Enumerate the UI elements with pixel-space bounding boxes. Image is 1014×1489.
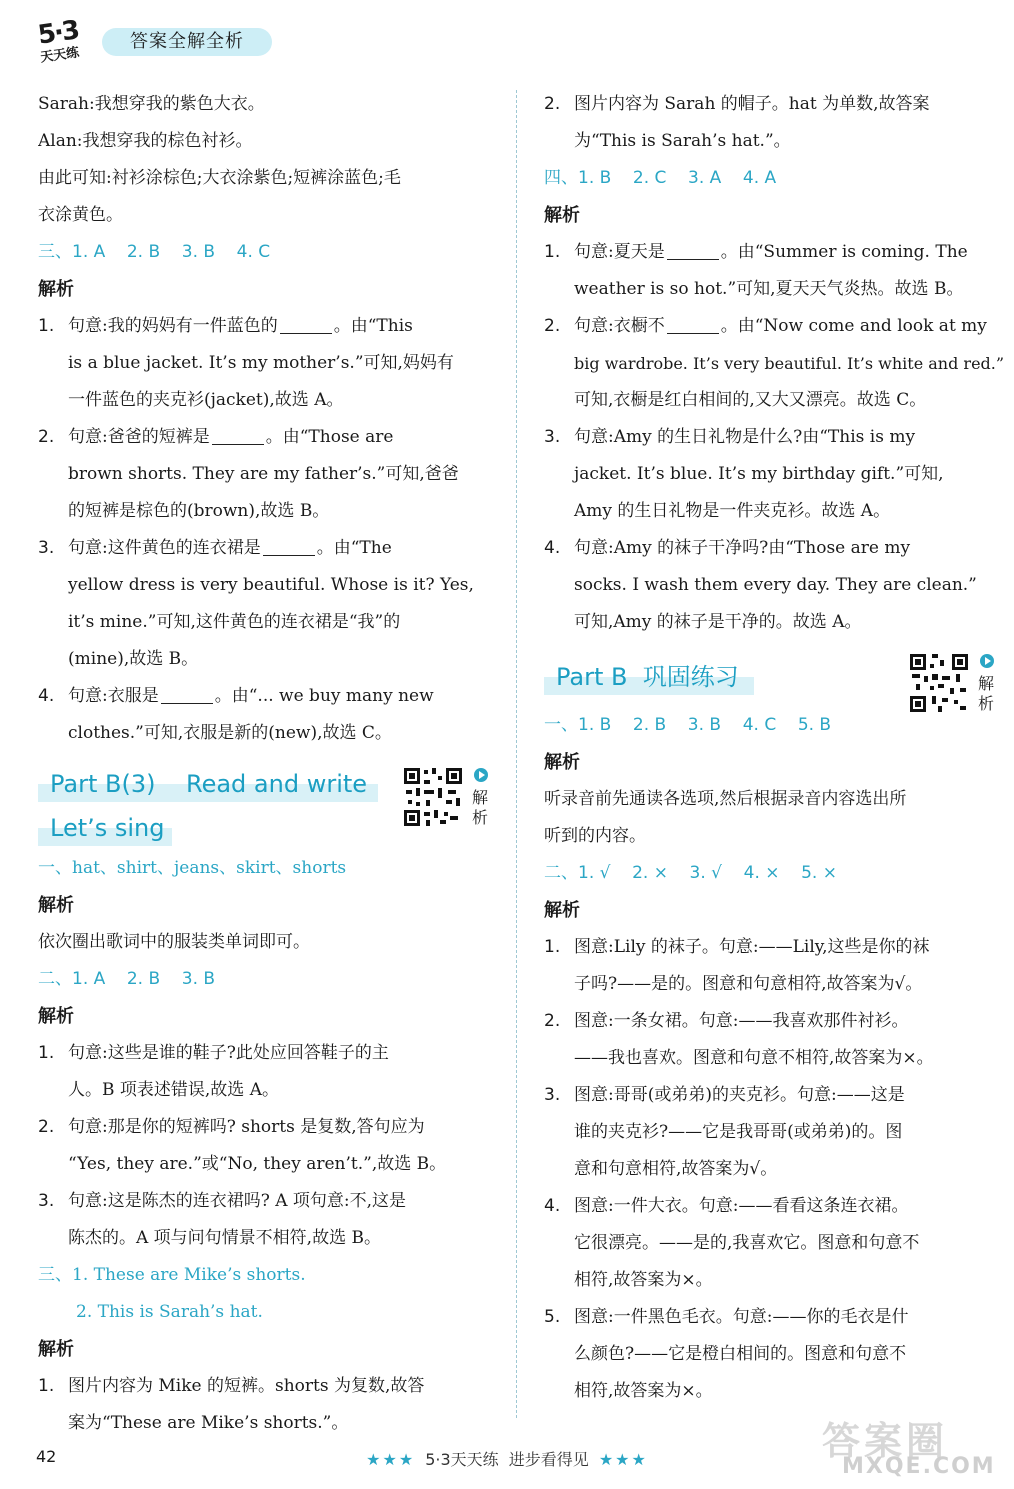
item-text: 图片内容为 Sarah 的帽子。hat 为单数,故答案 <box>574 94 930 114</box>
item-text: 句意:夏天是 <box>574 242 665 262</box>
item-number: 2. <box>544 94 561 114</box>
text-line: 人。B 项表述错误,故选 A。 <box>68 1080 279 1100</box>
blank-line <box>280 315 332 334</box>
item-text: 。由“Summer is coming. The <box>720 242 968 262</box>
answer: 2. This is Sarah’s hat. <box>76 1302 263 1322</box>
explanation-item <box>544 530 1004 567</box>
right-column <box>544 86 1004 1410</box>
answers: 1. B 2. C 3. A 4. A <box>578 168 777 188</box>
text-line: 依次圈出歌词中的服装类单词即可。 <box>38 932 310 952</box>
answer: 1. These are Mike’s shorts. <box>72 1265 306 1285</box>
item-text: 。由“... we buy many new <box>214 686 434 706</box>
item-text: 图片内容为 Mike 的短裤。shorts 为复数,故答 <box>68 1376 425 1396</box>
explanation-item <box>544 1299 1004 1336</box>
jiexi-heading: 解析 <box>38 1006 74 1027</box>
stars-decoration: ★★★ <box>366 1450 416 1469</box>
section-label: 四、 <box>544 168 578 188</box>
item-text: 句意:Amy 的生日礼物是什么?由“This is my <box>574 427 916 447</box>
answer-line-1 <box>38 850 498 887</box>
explanation-item <box>544 1188 1004 1225</box>
answers: 1. A 2. B 3. B <box>72 969 216 989</box>
item-text: 图意:一件大衣。句意:——看看这条连衣裙。 <box>574 1196 909 1216</box>
jiexi-heading: 解析 <box>544 900 580 921</box>
jiexi-heading: 解析 <box>544 752 580 773</box>
watermark <box>812 1410 1002 1486</box>
text-line: 它很漂亮。——是的,我喜欢它。图意和句意不 <box>574 1233 920 1253</box>
stars-decoration: ★★★ <box>598 1450 648 1469</box>
answers: 1. A 2. B 3. B 4. C <box>72 242 271 262</box>
brand-logo <box>30 14 100 68</box>
text-line: brown shorts. They are my father’s.”可知,爸爸 <box>68 464 459 484</box>
text-line: (mine),故选 B。 <box>68 649 199 669</box>
item-text: 句意:这些是谁的鞋子?此处应回答鞋子的主 <box>68 1043 389 1063</box>
item-number: 1. <box>544 937 561 957</box>
item-number: 3. <box>544 427 561 447</box>
explanation-item <box>38 1368 498 1405</box>
item-text: 句意:这是陈杰的连衣裙吗? A 项句意:不,这是 <box>68 1191 407 1211</box>
text-line: socks. I wash them every day. They are clean.” <box>574 575 977 595</box>
blank-line <box>212 426 264 445</box>
section-label: 二、 <box>38 969 72 989</box>
text-line: 谁的夹克衫?——它是我哥哥(或弟弟)的。图 <box>574 1122 903 1142</box>
item-number: 1. <box>38 1376 55 1396</box>
qr-code-graphic <box>402 766 464 828</box>
qr-code-icon[interactable] <box>908 652 970 714</box>
item-text: 图意:一件黑色毛衣。句意:——你的毛衣是什 <box>574 1307 909 1327</box>
item-number: 3. <box>544 1085 561 1105</box>
item-text: 图意:Lily 的袜子。句意:——Lily,这些是你的袜 <box>574 937 930 957</box>
part-title-text: Part B(3) Read and write <box>50 770 368 798</box>
text-line: 衣涂黄色。 <box>38 205 123 225</box>
jiexi-heading: 解析 <box>38 279 74 300</box>
explanation-item <box>38 308 498 345</box>
blank-line <box>667 315 719 334</box>
left-column <box>38 86 498 1442</box>
text-line: weather is so hot.”可知,夏天天气炎热。故选 B。 <box>574 279 964 299</box>
text-line: “Yes, they are.”或“No, they aren’t.”,故选 B。 <box>68 1154 447 1174</box>
item-text: 句意:Amy 的袜子干净吗?由“Those are my <box>574 538 911 558</box>
answer-line-3b <box>38 1257 498 1294</box>
page-header <box>30 14 330 74</box>
explanation-item <box>544 419 1004 456</box>
text-line: 子吗?——是的。图意和句意相符,故答案为√。 <box>574 974 923 994</box>
answer-line-2 <box>38 961 498 998</box>
answers: 1. B 2. B 3. B 4. C 5. B <box>578 715 832 735</box>
explanation-item <box>544 234 1004 271</box>
logo-subtitle: 天天练 <box>39 45 81 66</box>
explanation-item <box>38 419 498 456</box>
item-text: 句意:这件黄色的连衣裙是 <box>68 538 261 558</box>
text-line: ——我也喜欢。图意和句意不相符,故答案为×。 <box>574 1048 934 1068</box>
text-line: Amy 的生日礼物是一件夹克衫。故选 A。 <box>574 501 891 521</box>
jiexi-heading: 解析 <box>38 1339 74 1360</box>
item-text: 。由“This <box>333 316 413 336</box>
text-line: 由此可知:衬衫涂棕色;大衣涂紫色;短裤涂蓝色;毛 <box>38 168 401 188</box>
text-line: 么颜色?——它是橙白相间的。图意和句意不 <box>574 1344 907 1364</box>
item-text: 句意:衣橱不 <box>574 316 665 336</box>
column-divider <box>516 90 517 1418</box>
item-number: 1. <box>544 242 561 262</box>
item-number: 3. <box>38 1191 55 1211</box>
explanation-item <box>38 1183 498 1220</box>
item-number: 4. <box>38 686 55 706</box>
explanation-item <box>544 1077 1004 1114</box>
text-line: it’s mine.”可知,这件黄色的连衣裙是“我”的 <box>68 612 401 632</box>
text-line: clothes.”可知,衣服是新的(new),故选 C。 <box>68 723 392 743</box>
text-line: yellow dress is very beautiful. Whose is it? Yes, <box>68 575 474 595</box>
text-line: 听到的内容。 <box>544 826 646 846</box>
item-number: 4. <box>544 538 561 558</box>
text-line: big wardrobe. It’s very beautiful. It’s white and red.” <box>574 354 1004 373</box>
item-number: 2. <box>544 316 561 336</box>
explanation-item <box>38 1109 498 1146</box>
watermark-text: 答案圈 <box>822 1419 949 1463</box>
answers: hat、shirt、jeans、skirt、shorts <box>72 858 347 878</box>
explanation-item <box>544 929 1004 966</box>
answers: 1. √ 2. × 3. √ 4. × 5. × <box>578 863 837 883</box>
item-number: 3. <box>38 538 55 558</box>
text-line: Alan:我想穿我的棕色衬衫。 <box>38 131 253 151</box>
item-text: 句意:衣服是 <box>68 686 159 706</box>
text-line: 听录音前先通读各选项,然后根据录音内容选出所 <box>544 789 907 809</box>
blank-line <box>263 537 315 556</box>
logo-number: 5·3 <box>36 15 80 51</box>
jiexi-heading: 解析 <box>544 205 580 226</box>
text-line: is a blue jacket. It’s my mother’s.”可知,妈妈有 <box>68 353 454 373</box>
text-line: jacket. It’s blue. It’s my birthday gift.”可知, <box>574 464 944 484</box>
answer-line-3 <box>38 234 498 271</box>
qr-code-icon[interactable] <box>402 766 464 828</box>
blank-line <box>161 685 213 704</box>
item-text: 。由“Now come and look at my <box>720 316 987 336</box>
item-number: 2. <box>544 1011 561 1031</box>
explanation-item <box>544 1003 1004 1040</box>
play-icon[interactable] <box>474 768 488 782</box>
text-line: 为“This is Sarah’s hat.”。 <box>574 131 791 151</box>
section-label: 二、 <box>544 863 578 883</box>
part-title-text: Part B 巩固练习 <box>556 663 739 691</box>
text-line: 的短裤是棕色的(brown),故选 B。 <box>68 501 330 521</box>
text-line: 可知,Amy 的袜子是干净的。故选 A。 <box>574 612 862 632</box>
item-number: 5. <box>544 1307 561 1327</box>
item-text: 。由“Those are <box>265 427 394 447</box>
watermark-url: MXQE.COM <box>842 1454 996 1479</box>
header-title: 答案全解全析 <box>102 28 272 56</box>
part-subtitle-text: Let’s sing <box>50 814 165 842</box>
text-line: 意和句意相符,故答案为√。 <box>574 1159 778 1179</box>
answer-line-4 <box>544 160 1004 197</box>
text-line: 案为“These are Mike’s shorts.”。 <box>68 1413 349 1433</box>
explanation-item <box>544 308 1004 345</box>
play-icon[interactable] <box>980 654 994 668</box>
blank-line <box>667 241 719 260</box>
answer-line-3b-2 <box>38 1294 498 1331</box>
section-label: 一、 <box>544 715 578 735</box>
explanation-item <box>38 530 498 567</box>
item-number: 2. <box>38 427 55 447</box>
section-label: 一、 <box>38 858 72 878</box>
section-label: 三、 <box>38 242 72 262</box>
explanation-item <box>544 86 1004 123</box>
item-text: 句意:我的妈妈有一件蓝色的 <box>68 316 278 336</box>
item-number: 1. <box>38 1043 55 1063</box>
qr-note: 解析 <box>978 674 995 713</box>
item-number: 1. <box>38 316 55 336</box>
text-line: 陈杰的。A 项与问句情景不相符,故选 B。 <box>68 1228 381 1248</box>
item-number: 4. <box>544 1196 561 1216</box>
text-line: 相符,故答案为×。 <box>574 1270 713 1290</box>
text-line: 可知,衣橱是红白相间的,又大又漂亮。故选 C。 <box>574 390 927 410</box>
jiexi-heading: 解析 <box>38 895 74 916</box>
text-line: 一件蓝色的夹克衫(jacket),故选 A。 <box>68 390 344 410</box>
item-text: 图意:哥哥(或弟弟)的夹克衫。句意:——这是 <box>574 1085 905 1105</box>
item-text: 图意:一条女裙。句意:——我喜欢那件衬衫。 <box>574 1011 909 1031</box>
slogan-text: 5·3天天练 进步看得见 <box>425 1450 589 1469</box>
explanation-item <box>38 678 498 715</box>
qr-code-graphic <box>908 652 970 714</box>
item-text: 。由“The <box>316 538 392 558</box>
explanation-item <box>38 1035 498 1072</box>
page-number: 42 <box>36 1447 57 1466</box>
text-line: Sarah:我想穿我的紫色大衣。 <box>38 94 265 114</box>
qr-note: 解析 <box>472 788 489 827</box>
text-line: 相符,故答案为×。 <box>574 1381 713 1401</box>
item-text: 句意:爸爸的短裤是 <box>68 427 210 447</box>
section-label: 三、 <box>38 1265 72 1285</box>
item-text: 句意:那是你的短裤吗? shorts 是复数,答句应为 <box>68 1117 425 1137</box>
item-number: 2. <box>38 1117 55 1137</box>
answer-line-2 <box>544 855 1004 892</box>
